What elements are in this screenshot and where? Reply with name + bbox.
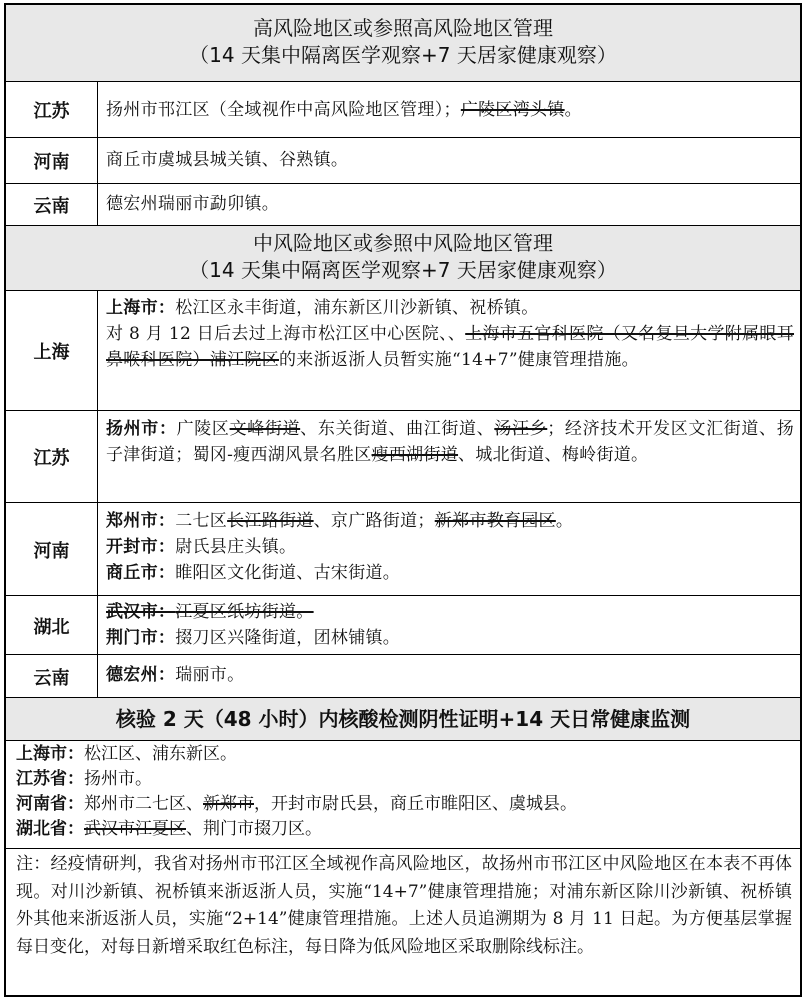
nucleic-test-header: 核验 2 天（48 小时）内核酸检测阴性证明+14 天日常健康监测 — [6, 698, 800, 740]
high-area-yunnan: 德宏州瑞丽市勐卯镇。 — [106, 194, 279, 214]
high-province-yunnan: 云南 — [33, 196, 70, 217]
medium-risk-subtitle: （14 天集中隔离医学观察+7 天居家健康观察） — [189, 258, 617, 282]
medium-risk-title: 中风险地区或参照中风险地区管理 — [253, 231, 553, 255]
high-province-henan: 河南 — [33, 152, 70, 173]
high-area-jiangsu: 扬州市邗江区（全域视作中高风险地区管理）；广陵区湾头镇。 — [106, 100, 582, 120]
medium-province-hubei: 湖北 — [33, 616, 70, 638]
high-province-jiangsu: 江苏 — [33, 101, 70, 122]
high-risk-title: 高风险地区或参照高风险地区管理 — [253, 16, 553, 40]
medium-area-yunnan: 德宏州：瑞丽市。 — [106, 665, 245, 685]
nucleic-test-areas: 上海市：松江区、浦东新区。 江苏省：扬州市。 河南省：郑州市二七区、新郑市，开封市尉氏县，商丘市睢阳区、虞城县。 湖北省：武汉市江夏区、荆门市掇刀区。 — [16, 744, 577, 839]
high-risk-header — [6, 5, 800, 81]
medium-province-shanghai: 上海 — [33, 342, 70, 363]
medium-risk-header — [6, 226, 800, 290]
footnote: 注：经疫情研判，我省对扬州市邗江区全域视作高风险地区，故扬州市邗江区中风险地区在本表不再体现。对川沙新镇、祝桥镇来浙返浙人员，实施“14+7”健康管理措施；对浦东新区除川沙新镇、祝桥镇外其他来浙返浙人员，实施“2+14”健康管理措施。上述人员追溯期为 8 月 11 日起。为方便基层掌握每日变化，对每日新增采取红色标注，每日降为低风险地区采取删除线标注。 — [16, 854, 792, 957]
medium-area-henan: 郑州市：二七区长江路街道、京广路街道；新郑市教育园区。 开封市：尉氏县庄头镇。 商丘市：睢阳区文化街道、古宋街道。 — [106, 511, 574, 583]
medium-area-shanghai: 上海市：松江区永丰街道，浦东新区川沙新镇、祝桥镇。 对 8 月 12 日后去过上海市松江区中心医院、、上海市五官科医院（又名复旦大学附属眼耳鼻喉科医院）浦江院区的来浙返浙人员暂实施“14+7”健康管理措施。 — [106, 298, 795, 370]
medium-province-yunnan: 云南 — [33, 667, 70, 689]
medium-area-hubei: 武汉市：江夏区纸坊街道。 荆门市：掇刀区兴隆街道，团林铺镇。 — [106, 602, 401, 648]
medium-province-henan: 河南 — [33, 540, 70, 562]
medium-province-jiangsu: 江苏 — [33, 448, 70, 469]
high-area-henan: 商丘市虞城县城关镇、谷熟镇。 — [106, 150, 349, 170]
high-risk-subtitle: （14 天集中隔离医学观察+7 天居家健康观察） — [189, 43, 617, 67]
medium-area-jiangsu: 扬州市：广陵区文峰街道、东关街道、曲江街道、汤汪乡；经济技术开发区文汇街道、扬子津街道；蜀冈-瘦西湖风景名胜区瘦西湖街道、城北街道、梅岭街道。 — [106, 419, 795, 465]
risk-area-table — [4, 3, 802, 997]
